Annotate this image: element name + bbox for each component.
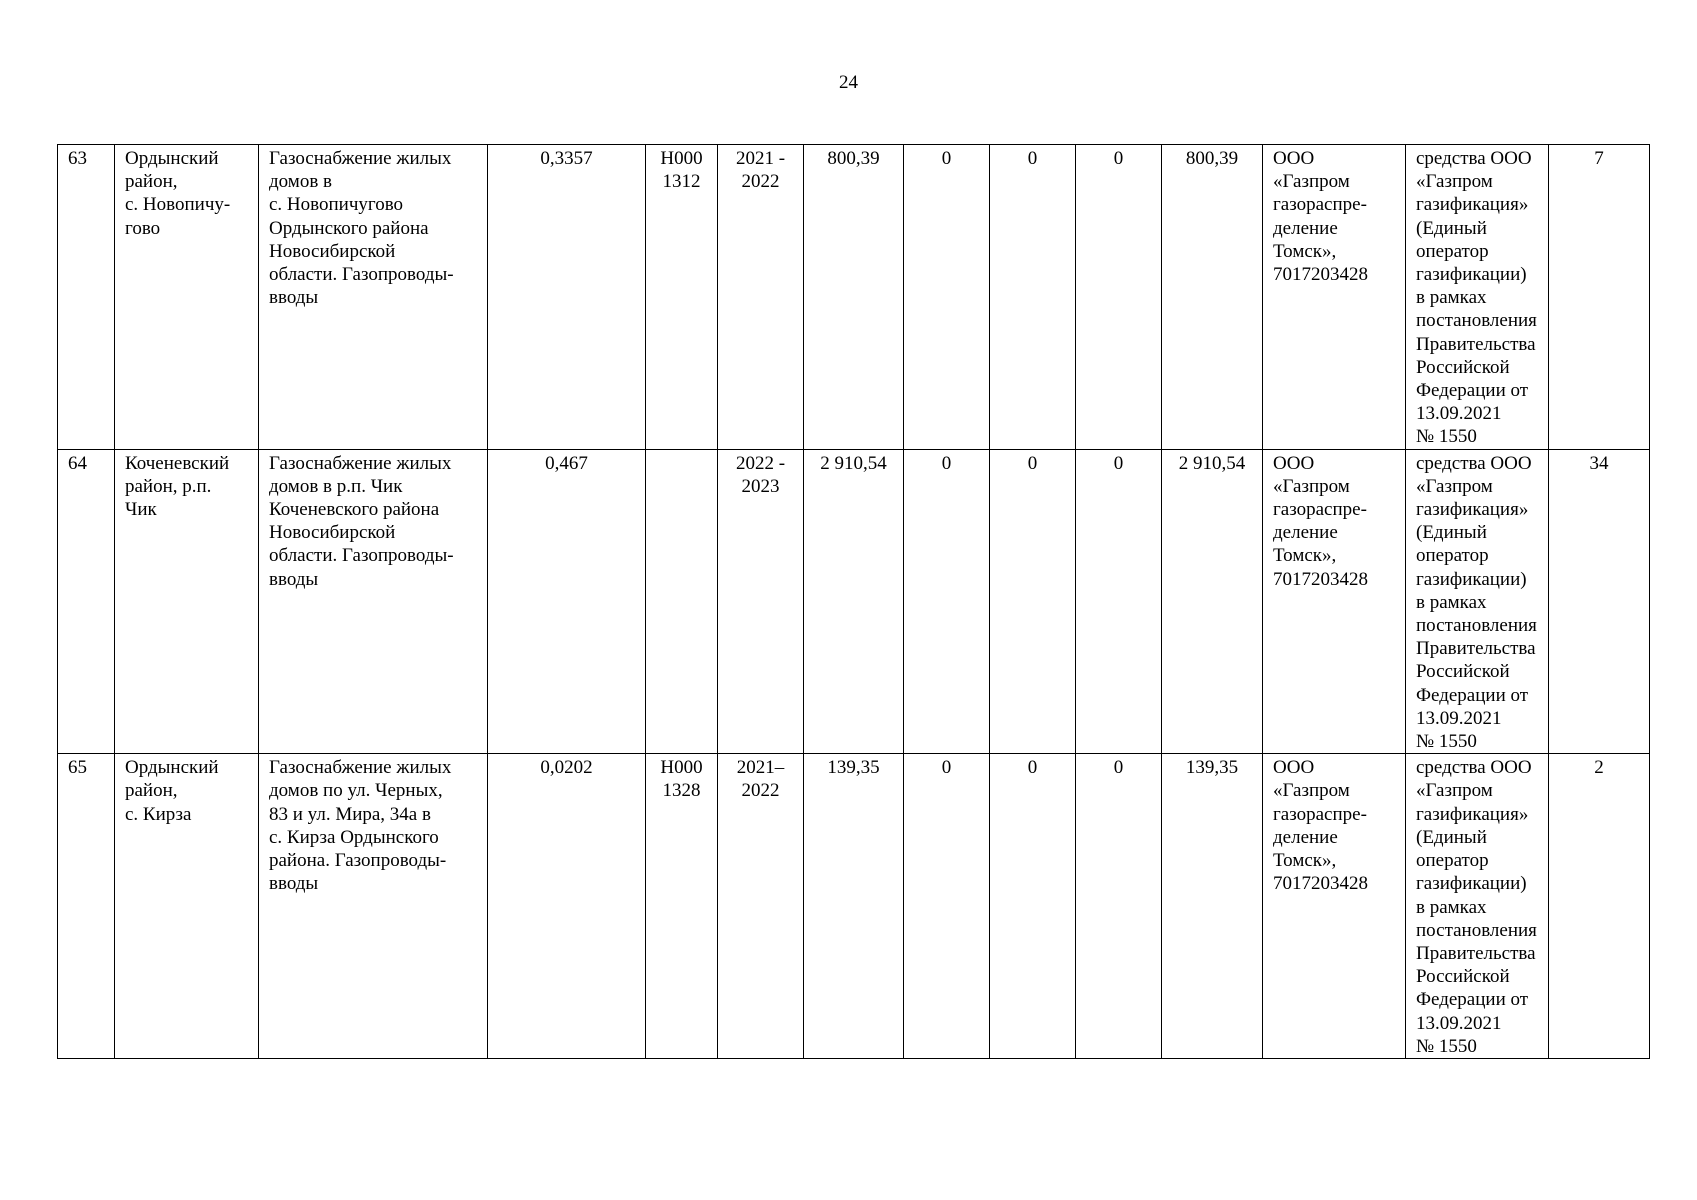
cell-row-number: 63 xyxy=(58,145,115,450)
cell-location: Коченевский район, р.п. Чик xyxy=(115,449,259,754)
page-number: 24 xyxy=(839,72,858,93)
cell-value-3: 0 xyxy=(1076,754,1162,1059)
table-row xyxy=(58,754,1650,1059)
cell-description: Газоснабжение жилых домов в р.п. Чик Коченевского района Новосибирской области. Газопроводы- вводы xyxy=(259,449,488,754)
cell-total: 800,39 xyxy=(804,145,904,450)
cell-value-2: 0 xyxy=(990,754,1076,1059)
cell-total: 2 910,54 xyxy=(804,449,904,754)
cell-organization: ООО «Газпром газораспре- деление Томск», 7017203428 xyxy=(1263,754,1406,1059)
cell-funding-source: средства ООО «Газпром газификация» (Единый оператор газификации) в рамках постановления Правительства Российской Федерации от 13.09.2021 № 1550 xyxy=(1406,145,1549,450)
cell-length: 0,3357 xyxy=(488,145,646,450)
cell-years: 2021 - 2022 xyxy=(718,145,804,450)
cell-length: 0,467 xyxy=(488,449,646,754)
cell-code: Н000 1312 xyxy=(646,145,718,450)
cell-code: Н000 1328 xyxy=(646,754,718,1059)
cell-value-4: 800,39 xyxy=(1162,145,1263,450)
cell-location: Ордынский район, с. Кирза xyxy=(115,754,259,1059)
cell-description: Газоснабжение жилых домов по ул. Черных, 83 и ул. Мира, 34а в с. Кирза Ордынского района. Газопроводы- вводы xyxy=(259,754,488,1059)
cell-funding-source: средства ООО «Газпром газификация» (Единый оператор газификации) в рамках постановления Правительства Российской Федерации от 13.09.2021 № 1550 xyxy=(1406,449,1549,754)
cell-count: 2 xyxy=(1549,754,1650,1059)
cell-row-number: 65 xyxy=(58,754,115,1059)
cell-value-1: 0 xyxy=(904,449,990,754)
cell-value-4: 2 910,54 xyxy=(1162,449,1263,754)
cell-description: Газоснабжение жилых домов в с. Новопичугово Ордынского района Новосибирской области. Газопроводы- вводы xyxy=(259,145,488,450)
table-row xyxy=(58,145,1650,450)
cell-location: Ордынский район, с. Новопичу- гово xyxy=(115,145,259,450)
cell-value-2: 0 xyxy=(990,145,1076,450)
cell-count: 7 xyxy=(1549,145,1650,450)
cell-value-3: 0 xyxy=(1076,145,1162,450)
cell-funding-source: средства ООО «Газпром газификация» (Единый оператор газификации) в рамках постановления Правительства Российской Федерации от 13.09.2021 № 1550 xyxy=(1406,754,1549,1059)
cell-row-number: 64 xyxy=(58,449,115,754)
table-row xyxy=(58,449,1650,754)
cell-value-3: 0 xyxy=(1076,449,1162,754)
cell-years: 2022 - 2023 xyxy=(718,449,804,754)
cell-count: 34 xyxy=(1549,449,1650,754)
cell-value-1: 0 xyxy=(904,754,990,1059)
cell-value-1: 0 xyxy=(904,145,990,450)
gasification-table xyxy=(57,144,1650,1059)
cell-organization: ООО «Газпром газораспре- деление Томск», 7017203428 xyxy=(1263,145,1406,450)
cell-years: 2021– 2022 xyxy=(718,754,804,1059)
cell-value-4: 139,35 xyxy=(1162,754,1263,1059)
cell-total: 139,35 xyxy=(804,754,904,1059)
cell-organization: ООО «Газпром газораспре- деление Томск», 7017203428 xyxy=(1263,449,1406,754)
cell-length: 0,0202 xyxy=(488,754,646,1059)
cell-code xyxy=(646,449,718,754)
cell-value-2: 0 xyxy=(990,449,1076,754)
